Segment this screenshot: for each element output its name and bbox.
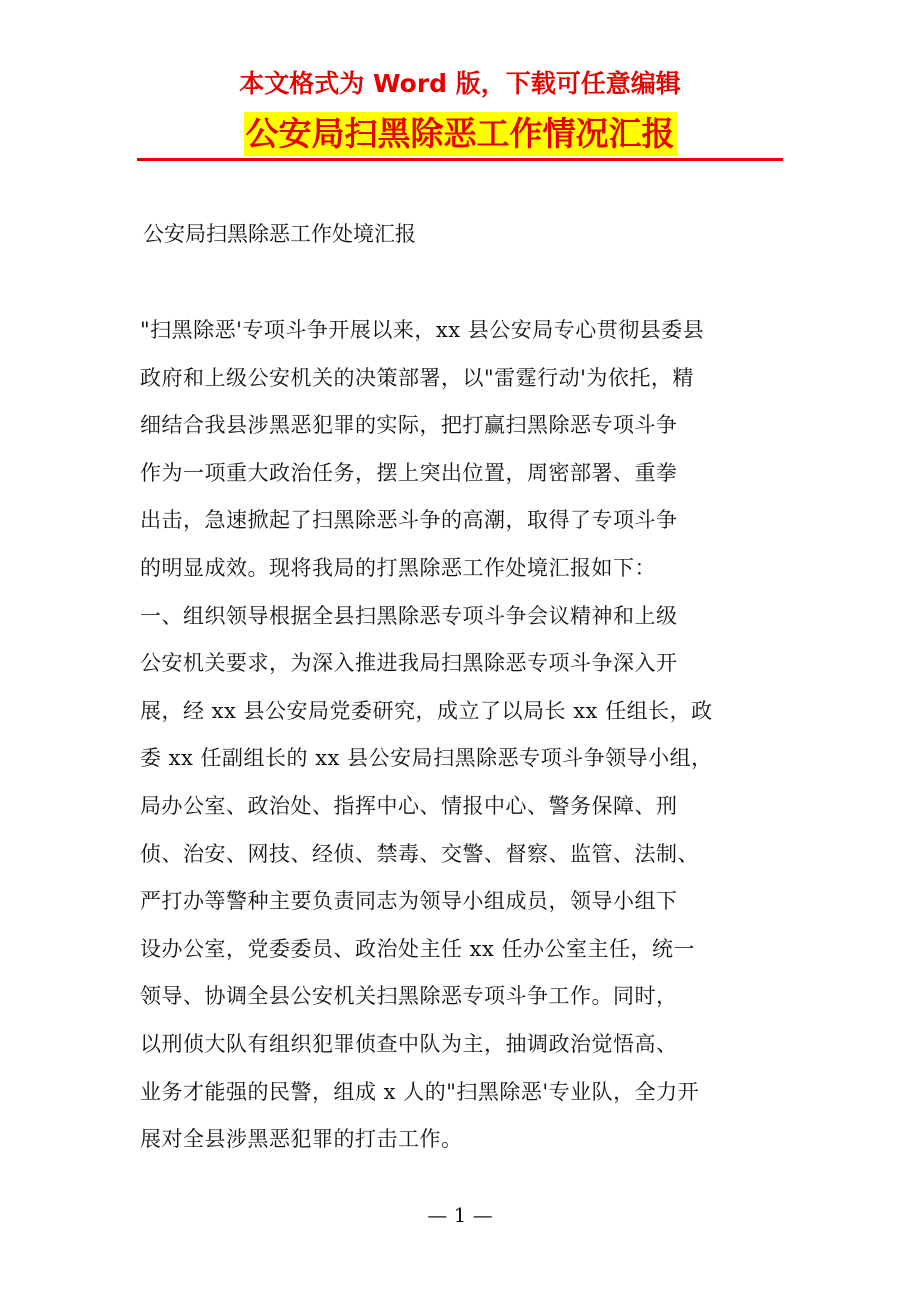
body-text <box>140 313 780 1170</box>
title-divider <box>137 158 783 161</box>
document-title: 公安局扫黑除恶工作情况汇报 <box>244 112 677 156</box>
body-line: 局办公室、政治处、指挥中心、情报中心、警务保障、刑 <box>140 793 678 818</box>
body-line: 出击，急速掀起了扫黑除恶斗争的高潮，取得了专项斗争 <box>140 508 678 533</box>
body-line: 严打办等警种主要负责同志为领导小组成员，领导小组下 <box>140 889 678 914</box>
body-line: 细结合我县涉黑恶犯罪的实际，把打赢扫黑除恶专项斗争 <box>140 413 678 438</box>
body-line: 的明显成效。现将我局的打黑除恶工作处境汇报如下： <box>140 555 656 580</box>
body-line: 设办公室，党委委员、政治处主任 xx 任办公室主任，统一 <box>140 936 696 961</box>
body-line: 展对全县涉黑恶犯罪的打击工作。 <box>140 1127 463 1152</box>
title-container <box>0 112 920 156</box>
body-line: 展，经 xx 县公安局党委研究，成立了以局长 xx 任组长，政 <box>140 698 713 723</box>
body-line: 以刑侦大队有组织犯罪侦查中队为主，抽调政治觉悟高、 <box>140 1031 678 1056</box>
page-number: — 1 — <box>427 1203 493 1227</box>
body-line: "扫黑除恶'专项斗争开展以来，xx 县公安局专心贯彻县委县 <box>140 318 705 342</box>
body-line: 侦、治安、网技、经侦、禁毒、交警、督察、监管、法制、 <box>140 841 699 866</box>
body-line: 政府和上级公安机关的决策部署，以"雷霆行动'为依托，精 <box>140 365 694 390</box>
document-subheading: 公安局扫黑除恶工作处境汇报 <box>143 222 416 246</box>
body-line: 一、组织领导根据全县扫黑除恶专项斗争会议精神和上级 <box>140 603 678 628</box>
body-line: 公安机关要求，为深入推进我局扫黑除恶专项斗争深入开 <box>140 651 678 676</box>
body-line: 领导、协调全县公安机关扫黑除恶专项斗争工作。同时， <box>140 984 678 1009</box>
body-line: 作为一项重大政治任务，摆上突出位置，周密部署、重拳 <box>140 460 678 485</box>
body-line: 委 xx 任副组长的 xx 县公安局扫黑除恶专项斗争领导小组， <box>140 746 713 771</box>
download-banner: 本文格式为 Word 版，下载可任意编辑 <box>239 69 681 98</box>
body-line: 业务才能强的民警，组成 x 人的"扫黑除恶'专业队，全力开 <box>140 1079 700 1104</box>
